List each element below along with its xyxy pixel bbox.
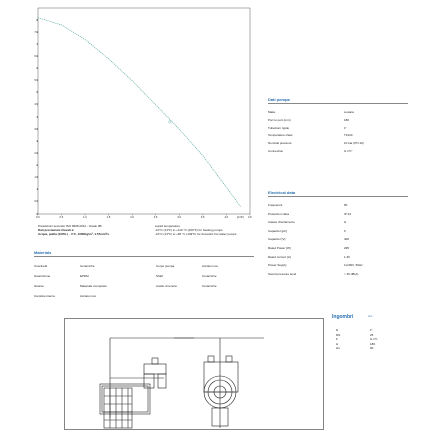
x-tick-label: 3.5: [200, 216, 205, 219]
y-tick-label: 8: [36, 18, 38, 22]
table-row-key: Protection class: [268, 211, 290, 216]
materials-title: Materials: [34, 250, 52, 255]
x-tick-label: 3.0: [177, 216, 181, 219]
y-tick-label: 0: [36, 212, 38, 216]
table-row-key: DN: [336, 332, 341, 337]
x-tick-label: 4.5: [248, 216, 252, 219]
y-tick-label: 6.5: [34, 54, 38, 58]
y-tick-label: 6: [36, 67, 38, 71]
table-row-value: 180: [344, 117, 350, 122]
table-row-value: G 1½: [370, 337, 378, 342]
x-tick-label: 0.0: [36, 216, 40, 219]
table-row-value: 1": [370, 328, 373, 332]
y-tick-label: 2.5: [34, 151, 38, 155]
table-row-value: 180: [370, 341, 376, 346]
table-row-key: Temperature class: [268, 133, 293, 138]
y-tick-label: 1.5: [34, 176, 38, 180]
note-dhw: -10°C (14°F) to +65 °C (149°F) for domestic hot water pumps: [155, 232, 237, 236]
y-tick-label: 0.5: [34, 200, 38, 204]
y-tick-label: 7.5: [34, 30, 38, 34]
notes-right: [155, 224, 236, 236]
table-row-value: 1": [344, 125, 347, 130]
table-row-key: Make: [268, 110, 276, 114]
mat-row: Cuscinetti: [34, 264, 48, 268]
table-row-key: Sound pressure level: [268, 271, 297, 276]
pump-dimension-drawing: [64, 318, 324, 430]
y-tick-label: 3: [36, 139, 38, 143]
table-row-key: Frequenza: [268, 203, 283, 207]
table-row-key: Rated current [A]: [268, 254, 291, 259]
table-row-key: Capacitor [µF]: [268, 228, 287, 233]
y-tick-label: 4: [36, 115, 38, 119]
y-tick-label: 4.5: [34, 103, 38, 107]
table-row-value: 1.36: [344, 254, 350, 259]
table-row-key: H1: [336, 346, 340, 351]
note-dati: Dati prestazioni rilevati a:: [38, 228, 75, 232]
table-row-value: Lowara: [344, 110, 354, 114]
table-row-key: Capacitor [V]: [268, 237, 286, 242]
y-tick-label: 5.5: [34, 79, 38, 83]
table-row-value: IP 44: [344, 211, 351, 216]
table-row-key: Rated Power [W]: [268, 246, 291, 250]
table-row-key: Classe d'isolamento: [268, 220, 295, 225]
x-tick-label: 4.0: [224, 216, 229, 219]
x-axis-label: [m³/h]: [237, 216, 244, 219]
x-tick-label: 2.0: [130, 216, 134, 219]
ingombri-unit: mm: [368, 315, 373, 318]
dati-pompa-title: Dati pompa: [268, 97, 290, 102]
x-tick-label: 2.5: [153, 216, 158, 219]
table-row-value: TF110: [344, 133, 353, 138]
table-row-key: Nominal pressure: [268, 141, 292, 146]
electrical-title: Electrical data: [268, 190, 296, 195]
table-row-key: F: [336, 337, 338, 342]
ingombri-title: Ingombri: [332, 314, 354, 320]
note-heating: -10°C (14°F) to +110 °C (230°F) for heating pumps: [155, 228, 223, 232]
table-row-key: D: [336, 328, 339, 332]
note-iso: Prestazioni secondo ISO 9906:2012 - Grado 3B: [38, 224, 102, 228]
table-row-value: 25: [370, 332, 374, 337]
table-row-value: 1x230V, 50Hz: [344, 263, 363, 268]
table-row-value: < 45 dB(A): [344, 271, 359, 276]
x-tick-label: 1.5: [106, 216, 111, 219]
table-row-key: Connection: [268, 149, 284, 153]
note-liquid: Liquid temperature: [155, 224, 181, 228]
table-row-key: Tubazioni rigide: [268, 125, 290, 130]
table-row-value: 10 bar (PN 10): [344, 141, 364, 146]
operating-point: [169, 121, 171, 123]
chart-frame: [37, 8, 251, 216]
x-tick-label: 0.5: [59, 216, 64, 219]
table-row-value: G 1½": [344, 149, 353, 153]
pump-curve-line: [38, 18, 241, 207]
table-row-value: 295: [344, 246, 350, 250]
table-row-value: 90: [370, 346, 374, 351]
chart-border: [38, 8, 250, 214]
table-row-key: Port to port (mm): [268, 117, 291, 122]
table-row-value: H: [344, 220, 347, 225]
table-row-value: 6: [344, 228, 346, 233]
table-row-key: H: [336, 341, 339, 346]
y-tick-label: 7: [36, 42, 38, 46]
y-tick-label: 2: [36, 164, 38, 168]
table-row-value: 50: [344, 203, 348, 207]
table-row-value: 400: [344, 237, 350, 242]
notes-left: [38, 224, 109, 236]
y-tick-label: 5: [36, 91, 38, 95]
x-tick-label: 1.0: [83, 216, 87, 219]
y-tick-label: 3.5: [34, 127, 38, 131]
note-acqua: Acqua, pulita (100% ) - 4°C, 1000Kg/m³, 1.57mm²/s: [38, 232, 110, 236]
y-tick-label: 1: [36, 188, 38, 192]
table-row-key: Power Supply: [268, 263, 287, 268]
